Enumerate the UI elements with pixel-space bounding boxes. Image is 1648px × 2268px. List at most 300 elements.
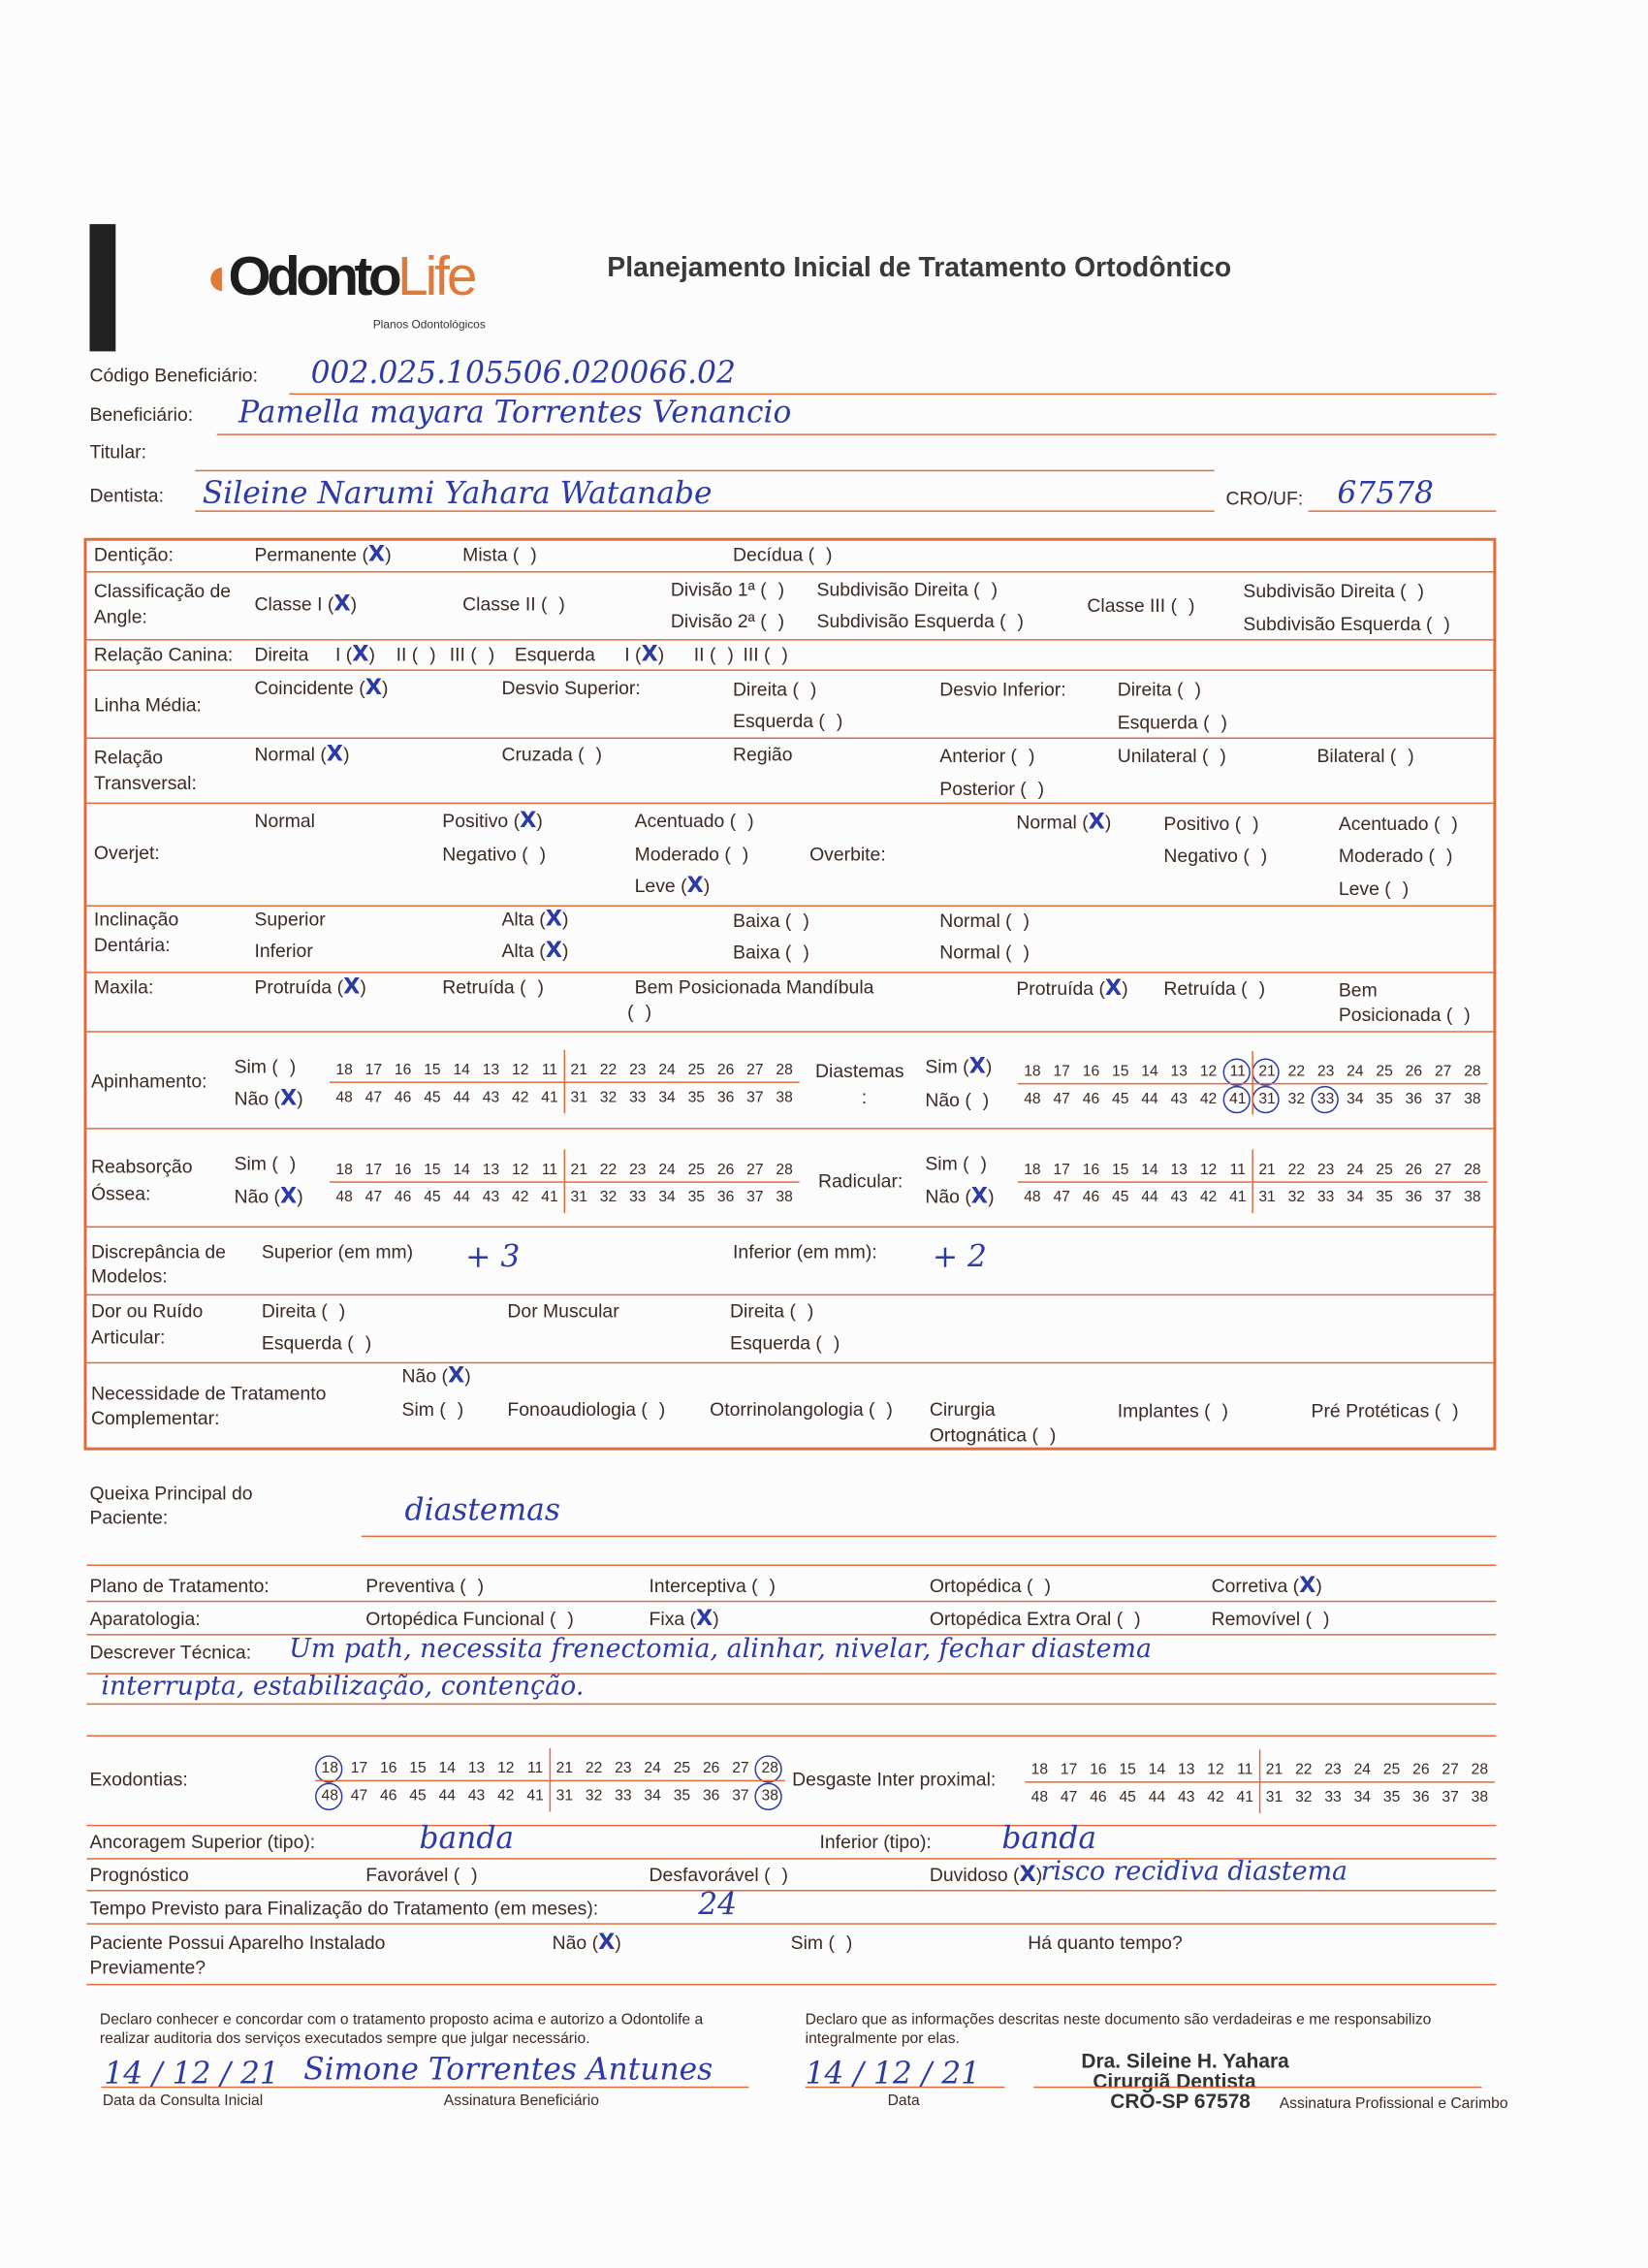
tecnica-line2-handwritten[interactable]: interrupta, estabilização, contenção. <box>101 1671 585 1703</box>
aparatologia-removivel-checkbox[interactable]: Removível ( ) <box>1211 1608 1330 1630</box>
tooth-37[interactable]: 37 <box>1434 1089 1452 1107</box>
tooth-42[interactable]: 42 <box>497 1786 515 1805</box>
tooth-17[interactable]: 17 <box>364 1160 383 1178</box>
angle-div2-checkbox[interactable]: Divisão 2ª ( ) <box>670 610 785 632</box>
aparelho-nao-checkbox[interactable]: Não (X) <box>552 1929 621 1956</box>
tooth-47[interactable]: 47 <box>1053 1188 1070 1205</box>
overjet-positivo-checkbox[interactable]: Positivo (X) <box>442 807 543 833</box>
tooth-37[interactable]: 37 <box>1442 1787 1459 1805</box>
transversal-cruzada-checkbox[interactable]: Cruzada ( ) <box>501 743 602 765</box>
complementar-fono-checkbox[interactable]: Fonoaudiologia ( ) <box>507 1397 666 1421</box>
canina-d3-checkbox[interactable]: III ( ) <box>449 643 495 665</box>
tooth-25[interactable]: 25 <box>1376 1062 1393 1080</box>
transversal-anterior-checkbox[interactable]: Anterior ( ) <box>939 744 1035 767</box>
tooth-46[interactable]: 46 <box>1082 1089 1100 1107</box>
inclinacao-sup-baixa-checkbox[interactable]: Baixa ( ) <box>733 909 809 932</box>
tooth-24[interactable]: 24 <box>658 1060 676 1078</box>
tooth-14[interactable]: 14 <box>453 1160 470 1178</box>
fields-cro-value-handwritten[interactable]: 67578 <box>1337 475 1434 511</box>
inclinacao-inf-baixa-checkbox[interactable]: Baixa ( ) <box>733 941 809 964</box>
tooth-12[interactable]: 12 <box>1199 1160 1218 1178</box>
prognostico-desfavoravel-checkbox[interactable]: Desfavorável ( ) <box>649 1864 788 1886</box>
aparatologia-fixa-checkbox[interactable]: Fixa (X) <box>649 1605 719 1632</box>
complementar-implantes-checkbox[interactable]: Implantes ( ) <box>1117 1399 1229 1421</box>
tooth-42[interactable]: 42 <box>1207 1787 1224 1805</box>
overjet-ob-normal-checkbox[interactable]: Normal (X) <box>1016 808 1112 835</box>
tooth-14[interactable]: 14 <box>453 1060 470 1078</box>
tooth-11[interactable]: 11 <box>1223 1062 1252 1079</box>
complementar-nao-checkbox[interactable]: Não (X) <box>401 1361 471 1389</box>
angle-c3-sub-esq-checkbox[interactable]: Subdivisão Esquerda ( ) <box>1243 613 1450 635</box>
apinhamento-d-nao-checkbox[interactable]: Não ( ) <box>925 1088 990 1111</box>
tooth-25[interactable]: 25 <box>687 1060 706 1078</box>
tooth-21[interactable]: 21 <box>1252 1062 1282 1079</box>
linha-media-coincidente-checkbox[interactable]: Coincidente (X) <box>254 673 389 700</box>
tooth-44[interactable]: 44 <box>438 1786 456 1805</box>
tooth-13[interactable]: 13 <box>482 1160 500 1178</box>
tooth-17[interactable]: 17 <box>1053 1062 1070 1080</box>
tooth-15[interactable]: 15 <box>1119 1760 1136 1778</box>
tooth-16[interactable]: 16 <box>394 1160 412 1178</box>
tooth-47[interactable]: 47 <box>1060 1787 1078 1805</box>
tooth-41[interactable]: 41 <box>1229 1188 1247 1205</box>
tooth-34[interactable]: 34 <box>658 1188 676 1205</box>
tooth-42[interactable]: 42 <box>512 1188 529 1205</box>
tooth-36[interactable]: 36 <box>1412 1787 1430 1805</box>
tooth-11[interactable]: 11 <box>1229 1160 1246 1178</box>
tooth-12[interactable]: 12 <box>1207 1760 1224 1778</box>
tooth-15[interactable]: 15 <box>424 1060 441 1078</box>
tooth-46[interactable]: 46 <box>394 1088 412 1106</box>
aparelho-sim-checkbox[interactable]: Sim ( ) <box>790 1932 853 1954</box>
tooth-34[interactable]: 34 <box>644 1786 661 1805</box>
maxila-protruida-checkbox[interactable]: Protruída (X) <box>254 973 366 1000</box>
footer-date1-handwritten[interactable]: 14 / 12 / 21 <box>104 2056 279 2092</box>
prognostico-favoravel-checkbox[interactable]: Favorável ( ) <box>365 1864 478 1886</box>
tooth-14[interactable]: 14 <box>1141 1062 1158 1080</box>
apinhamento-d-sim-checkbox[interactable]: Sim (X) <box>925 1052 993 1079</box>
inclinacao-sup-alta-checkbox[interactable]: Alta (X) <box>501 905 569 932</box>
tooth-22[interactable]: 22 <box>1287 1062 1306 1080</box>
overjet-ob-positivo-checkbox[interactable]: Positivo ( ) <box>1163 813 1259 835</box>
tooth-38[interactable]: 38 <box>776 1088 793 1106</box>
tooth-24[interactable]: 24 <box>644 1759 661 1776</box>
tooth-11[interactable]: 11 <box>1237 1760 1253 1778</box>
tooth-43[interactable]: 43 <box>467 1786 486 1805</box>
angle-c3-sub-dir-checkbox[interactable]: Subdivisão Direita ( ) <box>1243 579 1424 602</box>
tooth-13[interactable]: 13 <box>1170 1062 1188 1080</box>
tooth-23[interactable]: 23 <box>629 1160 647 1178</box>
tooth-38[interactable]: 38 <box>1464 1089 1481 1107</box>
tooth-26[interactable]: 26 <box>702 1759 720 1776</box>
tooth-17[interactable]: 17 <box>350 1759 368 1776</box>
tooth-22[interactable]: 22 <box>585 1759 603 1776</box>
tooth-14[interactable]: 14 <box>1148 1760 1166 1778</box>
tooth-15[interactable]: 15 <box>424 1160 441 1178</box>
tooth-28[interactable]: 28 <box>776 1160 793 1178</box>
plano-interceptiva-checkbox[interactable]: Interceptiva ( ) <box>649 1574 776 1597</box>
maxila-retruida-checkbox[interactable]: Retruída ( ) <box>442 975 544 998</box>
discrepancia-sup-value-handwritten[interactable]: + 3 <box>465 1238 521 1274</box>
tooth-47[interactable]: 47 <box>364 1188 383 1205</box>
tooth-43[interactable]: 43 <box>482 1088 500 1106</box>
tooth-22[interactable]: 22 <box>1287 1160 1306 1178</box>
rule-line <box>86 1704 1496 1705</box>
reabsorcao-nao-checkbox[interactable]: Não (X) <box>234 1182 303 1209</box>
complementar-otorrino-checkbox[interactable]: Otorrinolangologia ( ) <box>710 1397 893 1421</box>
tooth-16[interactable]: 16 <box>380 1759 397 1776</box>
overjet-acentuado-checkbox[interactable]: Acentuado ( ) <box>634 810 754 832</box>
tooth-47[interactable]: 47 <box>364 1088 383 1106</box>
tooth-31[interactable]: 31 <box>1265 1787 1284 1805</box>
tooth-36[interactable]: 36 <box>1405 1188 1423 1205</box>
canina-d2-checkbox[interactable]: II ( ) <box>396 643 436 665</box>
reabsorcao-r-sim-checkbox[interactable]: Sim ( ) <box>925 1152 988 1174</box>
transversal-posterior-checkbox[interactable]: Posterior ( ) <box>939 778 1045 800</box>
tooth-45[interactable]: 45 <box>1112 1188 1129 1205</box>
tooth-42[interactable]: 42 <box>1199 1089 1218 1107</box>
tooth-37[interactable]: 37 <box>746 1088 764 1106</box>
tooth-13[interactable]: 13 <box>1170 1160 1188 1178</box>
apinhamento-nao-checkbox[interactable]: Não (X) <box>234 1084 303 1111</box>
tooth-33[interactable]: 33 <box>629 1088 647 1106</box>
tooth-25[interactable]: 25 <box>1382 1760 1401 1778</box>
tooth-38[interactable]: 38 <box>1471 1787 1489 1805</box>
plano-ortopedica-checkbox[interactable]: Ortopédica ( ) <box>929 1574 1051 1597</box>
inclinacao-sup-normal-checkbox[interactable]: Normal ( ) <box>939 909 1030 932</box>
tooth-46[interactable]: 46 <box>394 1188 412 1205</box>
overjet-ob-acentuado-checkbox[interactable]: Acentuado ( ) <box>1338 813 1458 835</box>
tooth-23[interactable]: 23 <box>629 1060 647 1078</box>
tooth-24[interactable]: 24 <box>658 1160 676 1178</box>
denticao-mista-checkbox[interactable]: Mista ( ) <box>462 543 537 566</box>
canina-e3-checkbox[interactable]: III ( ) <box>743 643 788 665</box>
tooth-37[interactable]: 37 <box>732 1786 749 1805</box>
tooth-32[interactable]: 32 <box>585 1786 603 1805</box>
maxila-mand-bem-checkbox[interactable]: Posicionada ( ) <box>1338 1003 1471 1026</box>
tooth-38[interactable]: 38 <box>776 1188 793 1205</box>
tooth-25[interactable]: 25 <box>673 1759 691 1776</box>
tooth-13[interactable]: 13 <box>1178 1760 1195 1778</box>
tooth-12[interactable]: 12 <box>497 1759 515 1776</box>
tempo-value-handwritten[interactable]: 24 <box>698 1887 738 1922</box>
angle-classe1-checkbox[interactable]: Classe I (X) <box>254 590 358 617</box>
tooth-41[interactable]: 41 <box>541 1088 558 1106</box>
tooth-41[interactable]: 41 <box>541 1188 558 1205</box>
prognostico-duvidoso-checkbox[interactable]: Duvidoso (X) <box>929 1861 1043 1888</box>
tooth-46[interactable]: 46 <box>380 1786 397 1805</box>
tooth-35[interactable]: 35 <box>673 1786 691 1805</box>
tooth-38[interactable]: 38 <box>755 1786 784 1804</box>
tooth-41[interactable]: 41 <box>1223 1090 1252 1107</box>
tooth-37[interactable]: 37 <box>1434 1188 1452 1205</box>
tooth-48[interactable]: 48 <box>1024 1089 1041 1107</box>
transversal-bilateral-checkbox[interactable]: Bilateral ( ) <box>1316 744 1414 767</box>
angle-sub-dir-checkbox[interactable]: Subdivisão Direita ( ) <box>816 578 998 600</box>
tooth-27[interactable]: 27 <box>1434 1160 1452 1178</box>
tooth-28[interactable]: 28 <box>776 1060 793 1078</box>
tecnica-line1-handwritten[interactable]: Um path, necessita frenectomia, alinhar, nivelar, fechar diastema <box>289 1634 1152 1665</box>
tooth-25[interactable]: 25 <box>1376 1160 1393 1178</box>
tooth-22[interactable]: 22 <box>599 1060 618 1078</box>
canina-e2-checkbox[interactable]: II ( ) <box>693 643 734 665</box>
tooth-31[interactable]: 31 <box>570 1188 587 1205</box>
tooth-45[interactable]: 45 <box>424 1188 441 1205</box>
tooth-35[interactable]: 35 <box>687 1188 706 1205</box>
complementar-sim-checkbox[interactable]: Sim ( ) <box>401 1397 464 1421</box>
tooth-44[interactable]: 44 <box>1148 1787 1166 1805</box>
aparatologia-funcional-checkbox[interactable]: Ortopédica Funcional ( ) <box>365 1608 574 1630</box>
dor-esquerda-checkbox[interactable]: Esquerda ( ) <box>261 1331 372 1354</box>
tooth-27[interactable]: 27 <box>746 1060 764 1078</box>
tooth-14[interactable]: 14 <box>438 1759 456 1776</box>
linha-media-inf-dir-checkbox[interactable]: Direita ( ) <box>1117 678 1202 700</box>
tooth-22[interactable]: 22 <box>599 1160 618 1178</box>
footer-date2-handwritten[interactable]: 14 / 12 / 21 <box>805 2056 981 2092</box>
stamp-title: Cirurgiã Dentista <box>1093 2068 1256 2092</box>
tooth-12[interactable]: 12 <box>1199 1062 1218 1080</box>
angle-classe2-checkbox[interactable]: Classe II ( ) <box>462 592 565 615</box>
inclinacao-inf-alta-checkbox[interactable]: Alta (X) <box>501 937 569 964</box>
tooth-32[interactable]: 32 <box>599 1088 618 1106</box>
fields-dentista-value-handwritten[interactable]: Sileine Narumi Yahara Watanabe <box>202 475 713 511</box>
tooth-28[interactable]: 28 <box>1464 1160 1481 1178</box>
tooth-36[interactable]: 36 <box>702 1786 720 1805</box>
tooth-44[interactable]: 44 <box>1141 1089 1158 1107</box>
tooth-31[interactable]: 31 <box>555 1786 574 1805</box>
tooth-45[interactable]: 45 <box>1112 1089 1129 1107</box>
tooth-35[interactable]: 35 <box>1382 1787 1401 1805</box>
tooth-18[interactable]: 18 <box>1024 1160 1041 1178</box>
scan-strip <box>89 224 115 351</box>
tooth-18[interactable]: 18 <box>1030 1760 1049 1778</box>
inclinacao-inf-normal-checkbox[interactable]: Normal ( ) <box>939 941 1030 964</box>
tooth-17[interactable]: 17 <box>1060 1760 1078 1778</box>
footer-signature-handwritten[interactable]: Simone Torrentes Antunes <box>303 2052 713 2087</box>
angle-sub-esq-checkbox[interactable]: Subdivisão Esquerda ( ) <box>816 610 1025 632</box>
tooth-33[interactable]: 33 <box>1311 1090 1340 1107</box>
tooth-21[interactable]: 21 <box>570 1160 587 1178</box>
tooth-18[interactable]: 18 <box>335 1160 353 1178</box>
denticao-decidua-checkbox[interactable]: Decídua ( ) <box>733 543 833 566</box>
tooth-34[interactable]: 34 <box>1353 1787 1372 1805</box>
overjet-negativo-checkbox[interactable]: Negativo ( ) <box>442 843 547 865</box>
tooth-46[interactable]: 46 <box>1090 1787 1107 1805</box>
tooth-16[interactable]: 16 <box>394 1060 412 1078</box>
tooth-43[interactable]: 43 <box>1178 1787 1195 1805</box>
tooth-27[interactable]: 27 <box>1442 1760 1459 1778</box>
tooth-48[interactable]: 48 <box>1030 1787 1049 1805</box>
reabsorcao-r-nao-checkbox[interactable]: Não (X) <box>925 1182 995 1209</box>
tooth-25[interactable]: 25 <box>687 1160 706 1178</box>
tooth-48[interactable]: 48 <box>335 1188 353 1205</box>
overjet-moderado-checkbox[interactable]: Moderado ( ) <box>634 843 749 865</box>
tooth-27[interactable]: 27 <box>732 1759 749 1776</box>
overjet-leve-checkbox[interactable]: Leve (X) <box>634 872 711 899</box>
tooth-11[interactable]: 11 <box>541 1160 558 1178</box>
tooth-28[interactable]: 28 <box>755 1759 784 1776</box>
tooth-35[interactable]: 35 <box>687 1088 706 1106</box>
tooth-33[interactable]: 33 <box>615 1786 632 1805</box>
dor-m-direita-checkbox[interactable]: Direita ( ) <box>730 1299 814 1322</box>
tooth-24[interactable]: 24 <box>1347 1160 1364 1178</box>
tooth-34[interactable]: 34 <box>658 1088 676 1106</box>
plano-corretiva-checkbox[interactable]: Corretiva (X) <box>1211 1571 1322 1598</box>
tooth-41[interactable]: 41 <box>1236 1787 1253 1805</box>
tooth-42[interactable]: 42 <box>1199 1188 1218 1205</box>
tooth-33[interactable]: 33 <box>1324 1787 1342 1805</box>
tooth-22[interactable]: 22 <box>1295 1760 1313 1778</box>
tooth-18[interactable]: 18 <box>315 1759 344 1776</box>
tooth-37[interactable]: 37 <box>746 1188 764 1205</box>
tooth-13[interactable]: 13 <box>482 1060 500 1078</box>
tooth-43[interactable]: 43 <box>1170 1089 1188 1107</box>
tooth-31[interactable]: 31 <box>1258 1188 1276 1205</box>
tooth-36[interactable]: 36 <box>716 1088 735 1106</box>
aparatologia-extra-oral-checkbox[interactable]: Ortopédica Extra Oral ( ) <box>929 1608 1141 1630</box>
tooth-46[interactable]: 46 <box>1082 1188 1100 1205</box>
tooth-23[interactable]: 23 <box>615 1759 632 1776</box>
ancoragem-value-handwritten[interactable]: banda <box>419 1820 515 1856</box>
tooth-36[interactable]: 36 <box>1405 1089 1423 1107</box>
transversal-unilateral-checkbox[interactable]: Unilateral ( ) <box>1117 744 1226 767</box>
overjet-ob-moderado-checkbox[interactable]: Moderado ( ) <box>1338 844 1453 867</box>
tooth-47[interactable]: 47 <box>1053 1089 1070 1107</box>
canina-d1-checkbox[interactable]: I (X) <box>334 640 375 667</box>
tooth-31[interactable]: 31 <box>570 1088 587 1106</box>
tooth-32[interactable]: 32 <box>1295 1787 1313 1805</box>
tooth-23[interactable]: 23 <box>1324 1760 1342 1778</box>
tooth-28[interactable]: 28 <box>1464 1062 1481 1080</box>
canina-e1-checkbox[interactable]: I (X) <box>624 640 665 667</box>
tooth-11[interactable]: 11 <box>541 1060 558 1078</box>
tooth-27[interactable]: 27 <box>1434 1062 1452 1080</box>
tooth-44[interactable]: 44 <box>453 1188 470 1205</box>
linha-media-sup-dir-checkbox[interactable]: Direita ( ) <box>733 678 817 700</box>
tooth-41[interactable]: 41 <box>526 1786 544 1805</box>
tooth-16[interactable]: 16 <box>1090 1760 1107 1778</box>
tooth-26[interactable]: 26 <box>716 1060 735 1078</box>
tooth-13[interactable]: 13 <box>467 1759 486 1776</box>
tooth-48[interactable]: 48 <box>1024 1188 1041 1205</box>
transversal-normal-checkbox[interactable]: Normal (X) <box>254 740 350 767</box>
tooth-32[interactable]: 32 <box>599 1188 618 1205</box>
overjet-ob-leve-checkbox[interactable]: Leve ( ) <box>1338 878 1410 900</box>
tooth-26[interactable]: 26 <box>716 1160 735 1178</box>
tooth-35[interactable]: 35 <box>1376 1089 1393 1107</box>
tooth-48[interactable]: 48 <box>335 1088 353 1106</box>
tooth-45[interactable]: 45 <box>424 1088 441 1106</box>
plano-label-label: Plano de Tratamento: <box>89 1574 269 1597</box>
tooth-17[interactable]: 17 <box>364 1060 383 1078</box>
tooth-44[interactable]: 44 <box>453 1088 470 1106</box>
denticao-permanente-checkbox[interactable]: Permanente (X) <box>254 540 392 567</box>
apinhamento-sim-checkbox[interactable]: Sim ( ) <box>234 1055 297 1077</box>
dor-direita-checkbox[interactable]: Direita ( ) <box>261 1299 346 1322</box>
dor-m-esquerda-checkbox[interactable]: Esquerda ( ) <box>730 1331 840 1354</box>
complementar-ortognatica-checkbox[interactable]: Ortognática ( ) <box>929 1423 1057 1447</box>
prognostico-note-handwritten[interactable]: risco recidiva diastema <box>1040 1856 1348 1888</box>
tooth-17[interactable]: 17 <box>1053 1160 1070 1178</box>
tooth-42[interactable]: 42 <box>512 1088 529 1106</box>
check-mark: X <box>280 1084 298 1111</box>
queixa-value-handwritten[interactable]: diastemas <box>404 1491 560 1527</box>
tooth-18[interactable]: 18 <box>335 1060 353 1078</box>
tooth-47[interactable]: 47 <box>350 1786 368 1805</box>
tooth-15[interactable]: 15 <box>1112 1062 1129 1080</box>
tooth-11[interactable]: 11 <box>526 1759 544 1776</box>
tooth-43[interactable]: 43 <box>482 1188 500 1205</box>
maxila-mand-protruida-checkbox[interactable]: Protruída (X) <box>1016 974 1128 1001</box>
tooth-21[interactable]: 21 <box>570 1060 587 1078</box>
linha-media-sup-esq-checkbox[interactable]: Esquerda ( ) <box>733 710 843 732</box>
fields-beneficiario-value-handwritten[interactable]: Pamella mayara Torrentes Venancio <box>238 395 792 430</box>
tooth-32[interactable]: 32 <box>1287 1188 1306 1205</box>
tooth-34[interactable]: 34 <box>1347 1089 1364 1107</box>
discrepancia-inf-value-handwritten[interactable]: + 2 <box>932 1238 987 1274</box>
option-label: Normal <box>1016 811 1077 833</box>
tooth-12[interactable]: 12 <box>512 1160 529 1178</box>
tooth-33[interactable]: 33 <box>629 1188 647 1205</box>
tooth-24[interactable]: 24 <box>1347 1062 1364 1080</box>
tooth-18[interactable]: 18 <box>1024 1062 1041 1080</box>
tooth-45[interactable]: 45 <box>1119 1787 1136 1805</box>
tooth-15[interactable]: 15 <box>409 1759 427 1776</box>
ancoragem-inf-value-handwritten[interactable]: banda <box>1001 1820 1097 1856</box>
plano-preventiva-checkbox[interactable]: Preventiva ( ) <box>365 1574 485 1597</box>
complementar-preproteticas-checkbox[interactable]: Pré Protéticas ( ) <box>1311 1399 1459 1421</box>
tooth-27[interactable]: 27 <box>746 1160 764 1178</box>
tooth-45[interactable]: 45 <box>409 1786 427 1805</box>
tooth-26[interactable]: 26 <box>1405 1160 1423 1178</box>
logo-subtitle: Planos Odontológicos <box>372 318 486 332</box>
option-label: Acentuado <box>634 810 725 832</box>
tooth-48[interactable]: 48 <box>315 1786 344 1804</box>
tooth-23[interactable]: 23 <box>1316 1160 1335 1178</box>
tooth-21[interactable]: 21 <box>555 1759 574 1776</box>
tooth-26[interactable]: 26 <box>1412 1760 1430 1778</box>
tooth-21[interactable]: 21 <box>1265 1760 1284 1778</box>
tooth-23[interactable]: 23 <box>1316 1062 1335 1080</box>
reabsorcao-sim-checkbox[interactable]: Sim ( ) <box>234 1152 297 1174</box>
tooth-43[interactable]: 43 <box>1170 1188 1188 1205</box>
tooth-14[interactable]: 14 <box>1141 1160 1158 1178</box>
tooth-36[interactable]: 36 <box>716 1188 735 1205</box>
maxila-bem-mark-checkbox[interactable]: ( ) <box>627 1000 652 1023</box>
tooth-38[interactable]: 38 <box>1464 1188 1481 1205</box>
maxila-mand-retruida-checkbox[interactable]: Retruída ( ) <box>1163 977 1266 1000</box>
tooth-16[interactable]: 16 <box>1082 1062 1100 1080</box>
tooth-26[interactable]: 26 <box>1405 1062 1423 1080</box>
tooth-21[interactable]: 21 <box>1258 1160 1276 1178</box>
fields-codigo-value-handwritten[interactable]: 002.025.105506.020066.02 <box>310 355 736 391</box>
tooth-12[interactable]: 12 <box>512 1060 529 1078</box>
tooth-24[interactable]: 24 <box>1353 1760 1372 1778</box>
tooth-15[interactable]: 15 <box>1112 1160 1129 1178</box>
tooth-16[interactable]: 16 <box>1082 1160 1100 1178</box>
tooth-32[interactable]: 32 <box>1287 1089 1306 1107</box>
tooth-28[interactable]: 28 <box>1471 1760 1489 1778</box>
tooth-33[interactable]: 33 <box>1316 1188 1335 1205</box>
tooth-34[interactable]: 34 <box>1347 1188 1364 1205</box>
tooth-35[interactable]: 35 <box>1376 1188 1393 1205</box>
overjet-ob-negativo-checkbox[interactable]: Negativo ( ) <box>1163 844 1268 867</box>
angle-div1-checkbox[interactable]: Divisão 1ª ( ) <box>670 578 785 600</box>
angle-classe3-checkbox[interactable]: Classe III ( ) <box>1087 593 1195 617</box>
tooth-31[interactable]: 31 <box>1252 1090 1282 1107</box>
linha-media-inf-esq-checkbox[interactable]: Esquerda ( ) <box>1117 711 1227 734</box>
tooth-44[interactable]: 44 <box>1141 1188 1158 1205</box>
